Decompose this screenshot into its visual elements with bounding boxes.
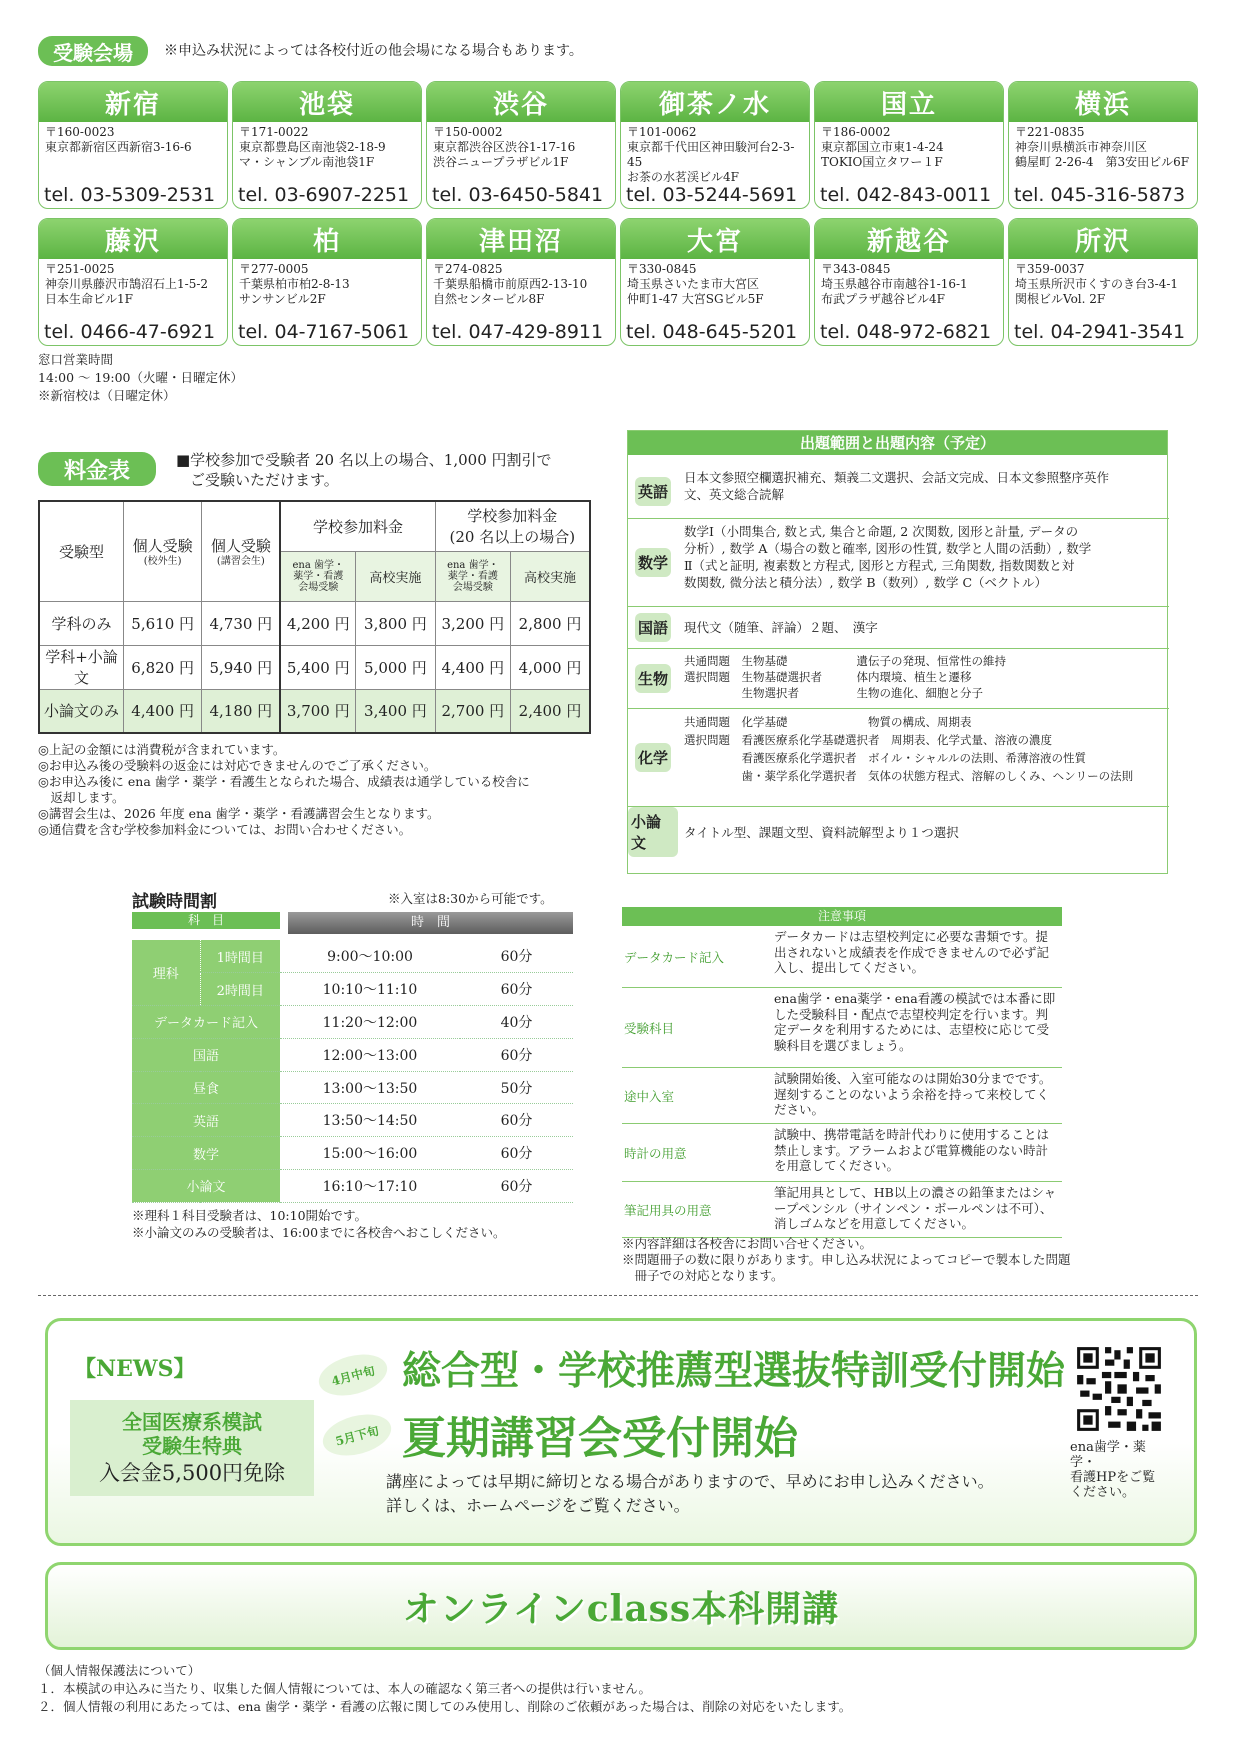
qr-code-icon[interactable] <box>1074 1344 1164 1434</box>
venue-name: 池袋 <box>233 82 421 122</box>
qr-caption: ena歯学・薬学・ 看護HPをご覧 ください。 <box>1070 1440 1156 1500</box>
notices-foot-2: ※問題冊子の数に限りがあります。申し込み状況によってコピーで製本した問題 <box>622 1252 1071 1267</box>
venue-tel[interactable]: tel. 03-5309-2531 <box>44 184 216 206</box>
col-school: 学校参加料金 <box>280 501 435 551</box>
news-body-1: 講座によっては早期に締切となる場合がありますので、早めにお申し込みください。 <box>386 1472 994 1491</box>
venue-card <box>1008 81 1198 209</box>
sub-ena: ena 歯学・ 薬学・看護 会場受験 <box>280 551 355 601</box>
notice-row: データカード記入 データカードは志望校判定に必要な書類です。提出されないと成績表を作成できませんので必ず記入し、提出してください。 <box>622 926 1062 988</box>
sub-school: 高校実施 <box>511 551 590 601</box>
venue-address: 〒251-0025 神奈川県藤沢市鵠沼石上1-5-2 日本生命ビル1F <box>45 262 209 306</box>
venue-address: 〒101-0062 東京都千代田区神田駿河台2-3-45 お茶の水茗渓ビル4F <box>627 125 795 184</box>
news-perk: 全国医療系模試 受験生特典 入会金5,500円免除 <box>70 1400 314 1496</box>
venue-card <box>38 218 228 346</box>
venue-address: 〒160-0023 東京都新宿区西新宿3-16-6 <box>45 125 192 154</box>
venue-address: 〒150-0002 東京都渋谷区渋谷1-17-16 渋谷ニュープラザビル1F <box>433 125 576 169</box>
price-table <box>38 500 591 734</box>
venue-address: 〒359-0037 埼玉県所沢市くすのき台3-4-1 関根ビルVol. 2F <box>1015 262 1179 306</box>
hours: 14:00 ～ 19:00（火曜・日曜定休） <box>38 370 243 385</box>
scope-row-math: 数学 数学Ⅰ（小問集合, 数と式, 集合と命題, 2 次関数, 図形と計量, データの 分析）, 数学 A（場合の数と確率, 図形の性質, 数学と人間の活動）, 数学 Ⅱ（式と証明, 複素数と方程式, 図形と方程式, 三角関数, 指数関数と対 数関数, 微分法と積分法）, 数学 B（数列）, 数学 C（ベクトル） <box>628 519 1169 607</box>
venue-card <box>426 81 616 209</box>
notice-row: 時計の用意 試験中、携帯電話を時計代わりに使用することは禁止します。アラームおよび電算機能のない時計を用意してください。 <box>622 1124 1062 1182</box>
scope-panel <box>627 430 1168 874</box>
notices-panel <box>622 926 1062 1234</box>
table-row: 学科のみ 5,610 円 4,730 円 4,200 円 3,800 円 3,200 円 2,800 円 <box>39 601 590 645</box>
venue-name: 横浜 <box>1009 82 1197 122</box>
venue-tel[interactable]: tel. 047-429-8911 <box>432 321 604 343</box>
venue-card <box>232 81 422 209</box>
venue-tel[interactable]: tel. 04-7167-5061 <box>238 321 410 343</box>
news-body-2: 詳しくは、ホームページをご覧ください。 <box>386 1496 690 1515</box>
venue-card <box>426 218 616 346</box>
notice-row: 受験科目 ena歯学・ena薬学・ena看護の模試では本番に即した受験科目・配点で志望校判定を行います。判定データを利用するためには、志望校に応じて受験科目を選びましょう。 <box>622 988 1062 1068</box>
venue-name: 所沢 <box>1009 219 1197 259</box>
notice-row: 筆記用具の用意 筆記用具として、HB以上の濃さの鉛筆またはシャープペンシル（サインペン・ボールペンは不可）、消しゴムなどを用意してください。 <box>622 1182 1062 1238</box>
scope-title: 出題範囲と出題内容（予定） <box>628 431 1167 455</box>
scope-row-japanese: 国語 現代文（随筆、評論）２題、 漢字 <box>628 607 1169 649</box>
privacy-title: （個人情報保護法について） <box>38 1663 201 1678</box>
col-personal-int: 個人受験 (講習会生) <box>202 501 280 601</box>
venue-name: 渋谷 <box>427 82 615 122</box>
venue-address: 〒274-0825 千葉県船橋市前原西2-13-10 自然センタービル8F <box>433 262 588 306</box>
table-row: 英語 13:50～14:50 60分 <box>132 1104 573 1137</box>
fees-note-2: ご受験いただけます。 <box>190 471 339 489</box>
table-row: 国語 12:00～13:00 60分 <box>132 1038 573 1071</box>
fees-note-1: ■学校参加で受験者 20 名以上の場合、1,000 円割引で <box>176 451 552 469</box>
privacy-line-1: １．本模試の申込みに当たり、収集した個人情報については、本人の確認なく第三者への提供は行いません。 <box>38 1681 652 1696</box>
schedule-foot-2: ※小論文のみの受験者は、16:00までに各校舎へおこしください。 <box>132 1225 506 1240</box>
venue-card <box>1008 218 1198 346</box>
venue-card <box>814 218 1004 346</box>
scope-row-chemistry: 化学 共通問題 化学基礎 物質の構成、周期表 選択問題 看護医療系化学基礎選択者 周期表、化学式量、溶液の濃度 看護医療系化学選択者 ボイル・シャルルの法則、希薄溶液の性質 歯・薬学系化学選択者 気体の状態方程式、溶解のしくみ、ヘンリーの法則 <box>628 709 1169 807</box>
notices-title: 注意事項 <box>622 907 1062 926</box>
venue-address: 〒171-0022 東京都豊島区南池袋2-18-9 マ・シャンブル南池袋1F <box>239 125 386 169</box>
venue-tel[interactable]: tel. 045-316-5873 <box>1014 184 1186 206</box>
venue-tel[interactable]: tel. 0466-47-6921 <box>44 321 216 343</box>
table-row: 昼食 13:00～13:50 50分 <box>132 1071 573 1104</box>
venue-card <box>232 218 422 346</box>
privacy-line-2: ２．個人情報の利用にあたっては、ena 歯学・薬学・看護の広報に関してのみ使用し、削除のご依頼があった場合は、削除の対応をいたします。 <box>38 1699 852 1714</box>
table-row: データカード記入 11:20～12:00 40分 <box>132 1006 573 1039</box>
venue-name: 新越谷 <box>815 219 1003 259</box>
online-banner: オンラインclass本科開講 <box>45 1562 1197 1650</box>
venue-tel[interactable]: tel. 03-5244-5691 <box>626 184 798 206</box>
schedule-h-time: 時 間 <box>288 912 573 934</box>
badge-april: 4月中旬 <box>314 1348 391 1403</box>
table-row: 小論文 16:10～17:10 60分 <box>132 1170 573 1203</box>
venue-address: 〒343-0845 埼玉県越谷市南越谷1-16-1 布武プラザ越谷ビル4F <box>821 262 968 306</box>
schedule-h-subject: 科 目 <box>132 912 280 929</box>
venue-tel[interactable]: tel. 042-843-0011 <box>820 184 992 206</box>
venue-name: 新宿 <box>39 82 227 122</box>
venue-tel[interactable]: tel. 048-972-6821 <box>820 321 992 343</box>
table-row: 理科 1時間目 9:00～10:00 60分 <box>132 940 573 973</box>
venue-tel[interactable]: tel. 04-2941-3541 <box>1014 321 1186 343</box>
venues-title: 受験会場 <box>38 36 148 66</box>
table-row: 小論文のみ 4,400 円 4,180 円 3,700 円 3,400 円 2,700 円 2,400 円 <box>39 689 590 733</box>
table-row: 2時間目 10:10～11:10 60分 <box>132 973 573 1006</box>
col-personal-ext: 個人受験 (校外生) <box>123 501 201 601</box>
notices-foot-3: 冊子での対応となります。 <box>622 1268 784 1283</box>
venue-tel[interactable]: tel. 03-6907-2251 <box>238 184 410 206</box>
venue-card <box>814 81 1004 209</box>
venue-tel[interactable]: tel. 048-645-5201 <box>626 321 798 343</box>
notices-foot-1: ※内容詳細は各校舎にお問い合せください。 <box>622 1236 873 1251</box>
venue-address: 〒221-0835 神奈川県横浜市神奈川区 鶴屋町 2-26-4 第3安田ビル6F <box>1015 125 1190 169</box>
venue-card <box>620 81 810 209</box>
col-school20: 学校参加料金 (20 名以上の場合) <box>435 501 590 551</box>
venue-name: 御茶ノ水 <box>621 82 809 122</box>
badge-may: 5月下旬 <box>318 1408 395 1463</box>
scope-row-biology: 生物 共通問題 生物基礎 遺伝子の発現、恒常性の維持 選択問題 生物基礎選択者 体内環境、植生と遷移 生物選択者 生物の進化、細胞と分子 <box>628 649 1169 709</box>
venue-name: 藤沢 <box>39 219 227 259</box>
venues-note: ※申込み状況によっては各校付近の他会場になる場合もあります。 <box>164 43 583 59</box>
venue-name: 津田沼 <box>427 219 615 259</box>
news-headline-1: 総合型・学校推薦型選抜特訓受付開始 <box>402 1348 1066 1394</box>
notice-row: 途中入室 試験開始後、入室可能なのは開始30分までです。遅刻することのないよう余裕を持って来校してください。 <box>622 1068 1062 1124</box>
venue-card <box>38 81 228 209</box>
hours-label: 窓口営業時間 <box>38 352 114 367</box>
hours-note: ※新宿校は（日曜定休） <box>38 388 176 403</box>
fees-notes: ◎上記の金額には消費税が含まれています。 ◎お申込み後の受験料の返金には対応できませんのでご了承ください。 ◎お申込み後に ena 歯学・薬学・看護生となられた場合、成績表は通学している校舎に 返却します。 ◎講習会生は、2026 年度 ena 歯学・薬学・看護講習会生となります。 ◎通信費を含む学校参加料金については、お問い合わせください。 <box>38 742 530 837</box>
schedule-foot-1: ※理科１科目受験者は、10:10開始です。 <box>132 1208 368 1223</box>
news-tag: 【NEWS】 <box>74 1356 196 1382</box>
venue-name: 柏 <box>233 219 421 259</box>
venue-address: 〒330-0845 埼玉県さいたま市大宮区 仲町1-47 大宮SGビル5F <box>627 262 764 306</box>
sub-ena: ena 歯学・ 薬学・看護 会場受験 <box>435 551 510 601</box>
scope-row-english: 英語 日本文参照空欄選択補充、類義二文選択、会話文完成、日本文参照整序英作 文、英文総合読解 <box>628 465 1169 519</box>
schedule-note: ※入室は8:30から可能です。 <box>388 891 553 906</box>
venue-tel[interactable]: tel. 03-6450-5841 <box>432 184 604 206</box>
fees-title: 料金表 <box>38 452 156 486</box>
venue-address: 〒277-0005 千葉県柏市柏2-8-13 サンサンビル2F <box>239 262 350 306</box>
sub-school: 高校実施 <box>356 551 435 601</box>
col-type: 受験型 <box>39 501 123 601</box>
venue-name: 大宮 <box>621 219 809 259</box>
venue-name: 国立 <box>815 82 1003 122</box>
news-headline-2: 夏期講習会受付開始 <box>402 1413 798 1464</box>
venue-address: 〒186-0002 東京都国立市東1-4-24 TOKIO国立タワー１F <box>821 125 944 169</box>
divider <box>38 1295 1198 1296</box>
schedule-table <box>132 940 573 1203</box>
table-row: 学科+小論文 6,820 円 5,940 円 5,400 円 5,000 円 4,400 円 4,000 円 <box>39 645 590 689</box>
scope-row-essay: 小論文 タイトル型、課題文型、資料読解型より１つ選択 <box>628 807 1169 857</box>
venue-card <box>620 218 810 346</box>
schedule-title: 試験時間割 <box>132 892 217 912</box>
table-row: 数学 15:00～16:00 60分 <box>132 1137 573 1170</box>
